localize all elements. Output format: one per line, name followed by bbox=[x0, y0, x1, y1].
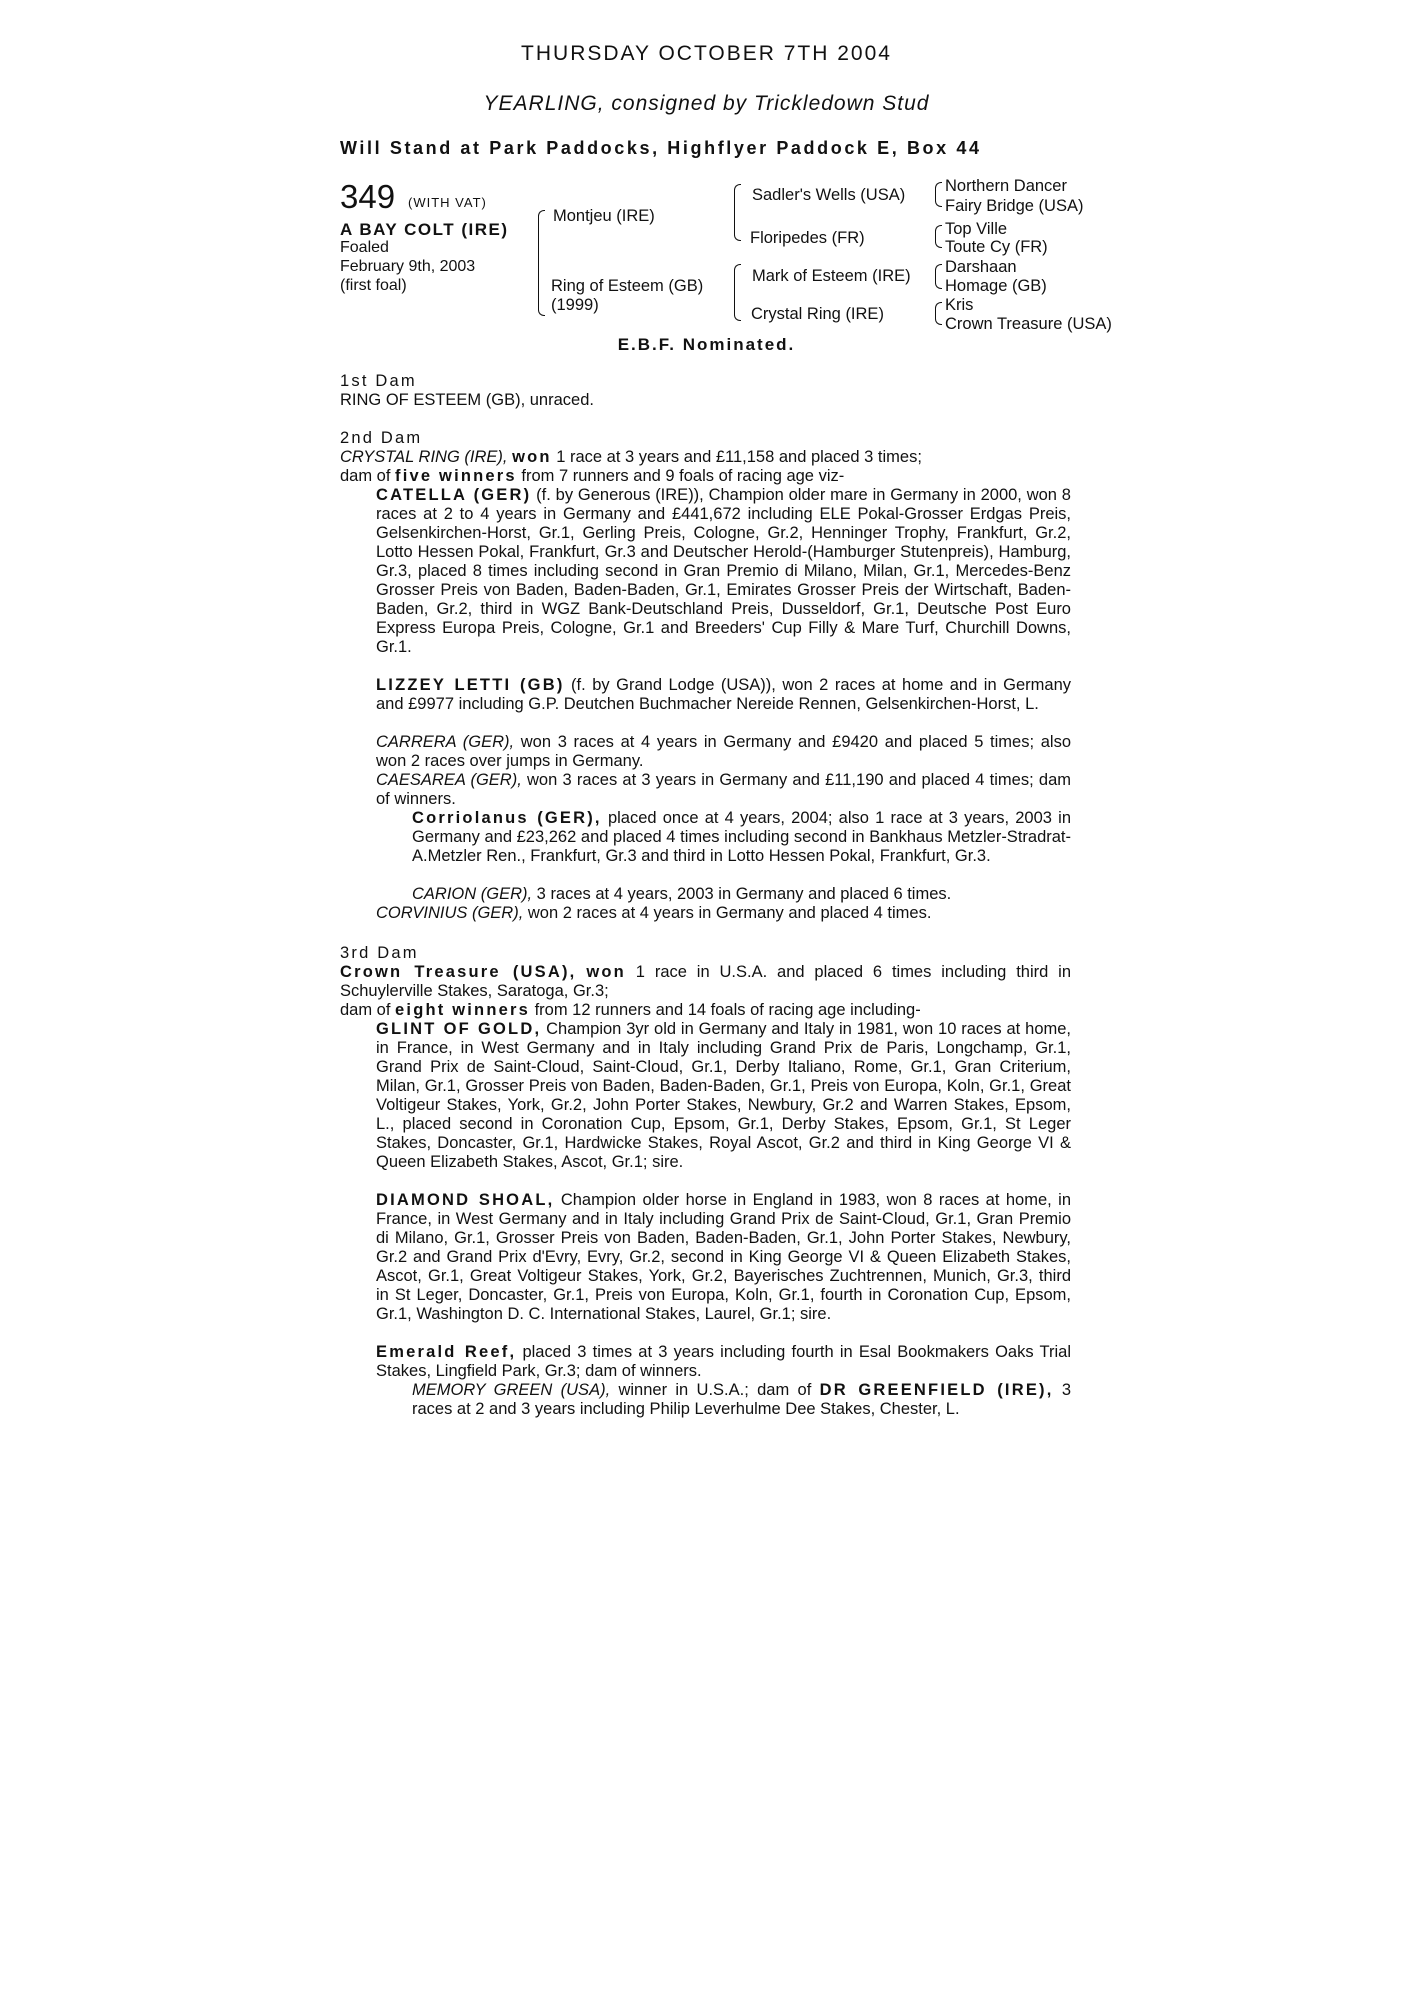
corriolanus-text: placed once at 4 years, 2004; also 1 race at 3 years, 2003 in Germany and £23,262 and placed 4 times including second in Bankhaus Metzler-Stradrat-A.Metzler Ren., Frankfurt, Gr.3 and third in Lotto Hessen Pokal, Frankfurt, Gr.3. bbox=[412, 809, 1072, 865]
third-dam-line1 bbox=[340, 963, 1071, 1001]
caesarea-entry bbox=[376, 771, 1071, 809]
memory-name: MEMORY GREEN (USA), bbox=[412, 1381, 611, 1399]
ggs4-name: Kris bbox=[945, 296, 974, 314]
carrera-name: CARRERA (GER), bbox=[376, 733, 515, 751]
catella-text: (f. by Generous (IRE)), Champion older mare in Germany in 2000, won 8 races at 2 to 4 years in Germany and £441,672 including ELE Pokal-Grosser Erdgas Preis, Gelsenkirchen-Horst, Gr.1, Gerling Preis, Cologne, Gr.2, Henninger Trophy, Frankfurt, Gr.2, Lotto Hessen Pokal, Frankfurt, Gr.3 and Deutscher Herold-(Hamburger Stutenpreis), Hamburg, Gr.3, placed 8 times including second in Gran Premio di Milano, Milan, Gr.1, Mercedes-Benz Grosser Preis von Baden, Baden-Baden, Gr.1, Emirates Grosser Preis der Wirtschaft, Baden-Baden, Gr.2, third in WGZ Bank-Deutschland Preis, Dusseldorf, Gr.1, Deutsche Post Euro Express Europa Preis, Cologne, Gr.1 and Breeders' Cup Filly & Mare Turf, Churchill Downs, Gr.1. bbox=[376, 486, 1071, 656]
corvinius-text: won 2 races at 4 years in Germany and placed 4 times. bbox=[523, 904, 932, 922]
diamond-name: DIAMOND SHOAL, bbox=[376, 1191, 555, 1209]
lot-title: A BAY COLT (IRE) bbox=[340, 220, 509, 239]
sale-date: THURSDAY OCTOBER 7TH 2004 bbox=[521, 42, 892, 65]
sire-name: Montjeu (IRE) bbox=[553, 207, 655, 225]
glint-entry bbox=[376, 1020, 1071, 1172]
dam-name bbox=[551, 277, 703, 315]
second-dam-line2 bbox=[340, 467, 844, 486]
lizzey-text: (f. by Grand Lodge (USA)), won 2 races at home and in Germany and £9977 including G.P. Deutchen Buchmacher Nereide Rennen, Gelsenkirchen-Horst, L. bbox=[376, 676, 1071, 713]
third-dam-produce: from 12 runners and 14 foals of racing age including- bbox=[529, 1001, 921, 1019]
corriolanus-entry bbox=[412, 809, 1071, 866]
carion-text: 3 races at 4 years, 2003 in Germany and placed 6 times. bbox=[532, 885, 952, 903]
greenfield-name: DR GREENFIELD (IRE), bbox=[819, 1381, 1054, 1399]
pedigree-brace bbox=[935, 276, 942, 289]
won-label: won bbox=[512, 448, 552, 466]
carion-name: CARION (GER), bbox=[412, 885, 533, 903]
caesarea-text: won 3 races at 3 years in Germany and £11,190 and placed 4 times; dam of winners. bbox=[376, 771, 1071, 808]
caesarea-name: CAESAREA (GER), bbox=[376, 771, 522, 789]
first-dam-section bbox=[340, 372, 594, 410]
consignment-line: YEARLING, consigned by Trickledown Stud bbox=[483, 92, 930, 115]
foal-note: (first foal) bbox=[340, 277, 407, 294]
dam-year: (1999) bbox=[551, 296, 599, 314]
memory-text-b: 3 races at 2 and 3 years including Philip Leverhulme Dee Stakes, Chester, L. bbox=[412, 1381, 1072, 1418]
second-dam-heading: 2nd Dam bbox=[340, 429, 423, 447]
memory-text-a: winner in U.S.A.; dam of bbox=[610, 1381, 820, 1399]
first-dam-text: RING OF ESTEEM (GB), unraced. bbox=[340, 391, 594, 409]
third-dam-name: Crown Treasure (USA), bbox=[340, 963, 577, 981]
five-winners: five winners bbox=[395, 467, 517, 485]
ggd4-name: Crown Treasure (USA) bbox=[945, 315, 1112, 333]
pedigree-brace bbox=[734, 292, 741, 321]
third-dam-heading: 3rd Dam bbox=[340, 944, 419, 962]
carion-entry bbox=[412, 885, 951, 904]
pedigree-brace bbox=[734, 184, 741, 213]
corriolanus-name: Corriolanus (GER), bbox=[412, 809, 602, 827]
foaled-info bbox=[340, 238, 475, 295]
dam-of-label: dam of bbox=[340, 467, 396, 485]
dam-sire-name: Mark of Esteem (IRE) bbox=[752, 267, 911, 285]
eight-winners: eight winners bbox=[395, 1001, 530, 1019]
pedigree-brace bbox=[538, 210, 545, 266]
lot-number: 349 bbox=[340, 178, 396, 215]
foaled-label: Foaled bbox=[340, 239, 389, 256]
corvinius-entry bbox=[376, 904, 931, 923]
emerald-entry bbox=[376, 1343, 1071, 1381]
ggs2-name: Top Ville bbox=[945, 220, 1008, 238]
third-dam-line2 bbox=[340, 1001, 921, 1020]
dam-of-label: dam of bbox=[340, 1001, 396, 1019]
stand-location: Will Stand at Park Paddocks, Highflyer Paddock E, Box 44 bbox=[340, 138, 982, 158]
second-dam-line1 bbox=[340, 448, 922, 467]
lizzey-name: LIZZEY LETTI (GB) bbox=[376, 676, 565, 694]
glint-text: Champion 3yr old in Germany and Italy in 1981, won 10 races at home, in France, in West Germany and in Italy including Grand Prix de Paris, Longchamp, Gr.1, Grand Prix de Saint-Cloud, Saint-Cloud, Gr.1, Derby Italiano, Rome, Gr.1, Gran Criterium, Milan, Gr.1, Grosser Preis von Baden, Baden-Baden, Gr.1, Preis von Europa, Koln, Gr.1, Great Voltigeur Stakes, York, Gr.2, John Porter Stakes, Newbury, Gr.2 and Warren Stakes, Epsom, L., placed second in Coronation Cup, Epsom, Gr.1, Derby Stakes, Epsom, Gr.1, St Leger Stakes, Doncaster, Gr.1, Hardwicke Stakes, Royal Ascot, Gr.2 and third in King George VI & Queen Elizabeth Stakes, Ascot, Gr.1; sire. bbox=[376, 1020, 1071, 1171]
carrera-text: won 3 races at 4 years in Germany and £9420 and placed 5 times; also won 2 races over jumps in Germany. bbox=[376, 733, 1072, 770]
carrera-entry bbox=[376, 733, 1071, 771]
ebf-nominated: E.B.F. Nominated. bbox=[617, 335, 796, 354]
memory-entry bbox=[412, 1381, 1071, 1419]
glint-name: GLINT OF GOLD, bbox=[376, 1020, 542, 1038]
emerald-name: Emerald Reef, bbox=[376, 1343, 517, 1361]
third-dam-record: 1 race in U.S.A. and placed 6 times including third in Schuylerville Stakes, Saratoga, Gr.3; bbox=[340, 963, 1072, 1000]
pedigree-brace bbox=[734, 212, 741, 241]
corvinius-name: CORVINIUS (GER), bbox=[376, 904, 524, 922]
ggd3-name: Homage (GB) bbox=[945, 277, 1047, 295]
ggd2-name: Toute Cy (FR) bbox=[945, 238, 1048, 256]
lizzey-entry bbox=[376, 676, 1071, 714]
catella-entry bbox=[376, 486, 1071, 657]
emerald-text: placed 3 times at 3 years including fourth in Esal Bookmakers Oaks Trial Stakes, Lingfield Park, Gr.3; dam of winners. bbox=[376, 1343, 1071, 1380]
dam-name-text: Ring of Esteem (GB) bbox=[551, 277, 704, 295]
first-dam-heading: 1st Dam bbox=[340, 372, 417, 390]
ggs3-name: Darshaan bbox=[945, 258, 1017, 276]
sire-sire-name: Sadler's Wells (USA) bbox=[752, 186, 906, 204]
catella-name: CATELLA (GER) bbox=[376, 486, 532, 504]
ggs1-name: Northern Dancer bbox=[945, 177, 1067, 195]
pedigree-brace bbox=[935, 313, 942, 325]
won-label: won bbox=[586, 963, 626, 981]
foaled-date: February 9th, 2003 bbox=[340, 258, 476, 275]
second-dam-name: CRYSTAL RING (IRE), bbox=[340, 448, 508, 466]
vat-note: (WITH VAT) bbox=[408, 195, 487, 210]
dam-dam-name: Crystal Ring (IRE) bbox=[751, 305, 884, 323]
pedigree-brace bbox=[538, 265, 545, 316]
diamond-entry bbox=[376, 1191, 1071, 1324]
pedigree-brace bbox=[734, 264, 741, 293]
ggd1-name: Fairy Bridge (USA) bbox=[945, 197, 1084, 215]
diamond-text: Champion older horse in England in 1983, won 8 races at home, in France, in West Germany and in Italy including Grand Prix de Saint-Cloud, Gr.1, Gran Premio di Milano, Gr.1, Grosser Preis von Baden, Baden-Baden, Gr.1, John Porter Stakes, Newbury, Gr.2 and Grand Prix d'Evry, Evry, Gr.2, second in King George VI & Queen Elizabeth Stakes, Ascot, Gr.1, Great Voltigeur Stakes, York, Gr.2, Bayerisches Zuchtrennen, Munich, Gr.3, third in St Leger, Doncaster, Gr.1, Preis von Europa, Koln, Gr.1, fourth in Coronation Cup, Epsom, Gr.1, Washington D. C. International Stakes, Laurel, Gr.1; sire. bbox=[376, 1191, 1072, 1323]
second-dam-produce: from 7 runners and 9 foals of racing age viz- bbox=[516, 467, 845, 485]
pedigree-brace bbox=[935, 194, 942, 207]
sire-dam-name: Floripedes (FR) bbox=[750, 229, 865, 247]
second-dam-record: 1 race at 3 years and £11,158 and placed 3 times; bbox=[551, 448, 922, 466]
pedigree-brace bbox=[935, 236, 942, 248]
